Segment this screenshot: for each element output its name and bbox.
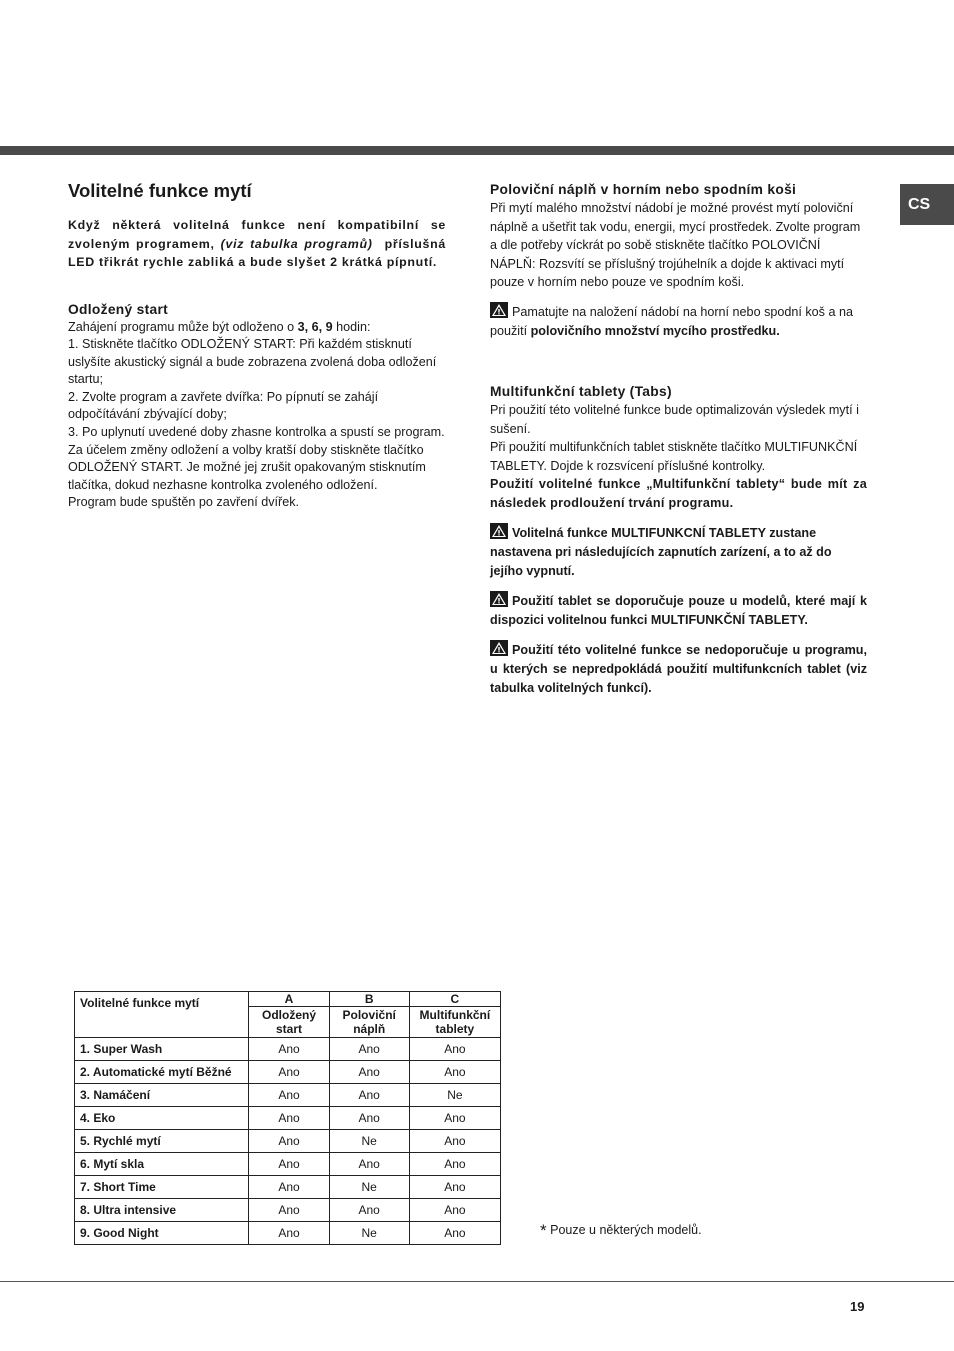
tabs-warning-2-text: Použití tablet se doporučuje pouze u modelů, které mají k dispozici volitelnou funkci MULTIFUNKČNÍ TABLETY. <box>490 594 867 628</box>
right-column <box>490 181 867 698</box>
page-number: 19 <box>850 1299 865 1314</box>
options-table <box>74 991 501 1245</box>
tabs-warning-3 <box>490 640 867 698</box>
cell-c: Ano <box>409 1130 500 1153</box>
cell-b: Ano <box>329 1199 409 1222</box>
intro-text-b: příslušná LED třikrát rychle zabliká a bude slyšet 2 krátká pípnutí. <box>68 236 446 269</box>
table-body <box>75 1038 501 1245</box>
cell-a: Ano <box>249 1199 329 1222</box>
cell-a: Ano <box>249 1084 329 1107</box>
cell-a: Ano <box>249 1130 329 1153</box>
program-name: 8. Ultra intensive <box>75 1199 249 1222</box>
tabs-title: Multifunkční tablety (Tabs) <box>490 383 672 399</box>
cell-b: Ano <box>329 1084 409 1107</box>
half-load-warning-b: polovičního množství mycího prostředku. <box>530 323 780 338</box>
half-load-paragraph: Při mytí malého množství nádobí je možné provést mytí poloviční náplně a ušetřit tak vodu, energii, mycí prostředek. Zvolte program a dle potřeby víckrát po sobě stiskněte tlačítko POLOVIČNÍ NÁPLŇ: Rozsvítí se příslušný trojúhelník a dojde k aktivaci mytí pouze v horním nebo pouze ve spodním koši. <box>490 201 861 290</box>
cell-a: Ano <box>249 1222 329 1245</box>
tabs-paragraph-1: Pri použití této volitelné funkce bude optimalizován výsledek mytí i sušení. <box>490 402 859 436</box>
warning-icon <box>490 523 508 539</box>
cell-c: Ano <box>409 1153 500 1176</box>
tabs-paragraph-3: Použití volitelné funkce „Multifunkční tablety“ bude mít za následek prodloužení trvání programu. <box>490 477 867 511</box>
delay-start-step1: 1. Stiskněte tlačítko ODLOŽENÝ START: Při každém stisknutí uslyšíte akustický signál a bude zobrazena zvolená doba odložení startu; <box>68 337 437 387</box>
delay-start-hours: 3, 6, 9 <box>297 319 333 334</box>
program-name: 5. Rychlé mytí <box>75 1130 249 1153</box>
footer-line <box>0 1281 954 1282</box>
cell-a: Ano <box>249 1061 329 1084</box>
cell-c: Ano <box>409 1061 500 1084</box>
table-row <box>75 1084 501 1107</box>
col-header-b: Poloviční náplň <box>329 1007 409 1038</box>
cell-b: Ano <box>329 1107 409 1130</box>
program-name: 6. Mytí skla <box>75 1153 249 1176</box>
tabs-warning-3-text: Použití této volitelné funkce se nedoporučuje u programu, u kterých se nepredpokládá použití multifunkcních tablet (viz tabulka volitelných funkcí). <box>490 643 867 696</box>
table-row <box>75 1061 501 1084</box>
cell-c: Ne <box>409 1084 500 1107</box>
program-name: 2. Automatické mytí Běžné <box>75 1061 249 1084</box>
program-name: 9. Good Night <box>75 1222 249 1245</box>
footnote-star: * <box>540 1221 547 1240</box>
table-corner: Volitelné funkce mytí <box>75 992 249 1038</box>
cell-a: Ano <box>249 1038 329 1061</box>
delay-start-step2: 2. Zvolte program a zavřete dvířka: Po pípnutí se zahájí odpočítávání zbývající doby; <box>68 389 379 422</box>
warning-icon <box>490 640 508 656</box>
cell-c: Ano <box>409 1107 500 1130</box>
col-header-a: Odložený start <box>249 1007 329 1038</box>
delay-start-step3: 3. Po uplynutí uvedené doby zhasne kontrolka a spustí se program. <box>68 425 445 440</box>
tabs-warning-1-text: Volitelná funkce MULTIFUNKCNÍ TABLETY zustane nastavena pri následujících zapnutích zarízení, a to až do jejího vypnutí. <box>490 526 832 579</box>
delay-start-p1 <box>68 319 446 337</box>
table-row <box>75 1038 501 1061</box>
intro-text-a: Když některá volitelná funkce není kompatibilní se zvoleným programem, <box>68 218 446 251</box>
delay-start-p1-a: Zahájení programu může být odloženo o <box>68 319 295 334</box>
program-name: 4. Eko <box>75 1107 249 1130</box>
table-row <box>75 1107 501 1130</box>
program-name: 7. Short Time <box>75 1176 249 1199</box>
col-letter-c: C <box>409 992 500 1007</box>
col-letter-b: B <box>329 992 409 1007</box>
cell-b: Ne <box>329 1130 409 1153</box>
table-row <box>75 1153 501 1176</box>
table-row <box>75 1199 501 1222</box>
delay-start-p1-b: hodin: <box>336 319 371 334</box>
cell-c: Ano <box>409 1176 500 1199</box>
cell-a: Ano <box>249 1176 329 1199</box>
table-row <box>75 1222 501 1245</box>
cell-b: Ne <box>329 1176 409 1199</box>
left-column <box>68 178 446 512</box>
program-name: 1. Super Wash <box>75 1038 249 1061</box>
delay-start-run: Program bude spuštěn po zavření dvířek. <box>68 495 300 510</box>
tabs-warning-2 <box>490 591 867 630</box>
cell-c: Ano <box>409 1199 500 1222</box>
cell-c: Ano <box>409 1222 500 1245</box>
tabs-paragraph-2: Při použití multifunkčních tablet stiskněte tlačítko MULTIFUNKČNÍ TABLETY. Dojde k rozsvícení příslušné kontrolky. <box>490 440 858 473</box>
footnote-text: Pouze u některých modelů. <box>550 1223 702 1237</box>
cell-b: Ano <box>329 1153 409 1176</box>
header-bar <box>0 146 954 155</box>
intro-reference: (viz tabulka programů) <box>220 236 373 251</box>
program-name: 3. Namáčení <box>75 1084 249 1107</box>
col-letter-a: A <box>249 992 329 1007</box>
cell-b: Ano <box>329 1038 409 1061</box>
cell-a: Ano <box>249 1107 329 1130</box>
warning-icon <box>490 591 508 607</box>
table-row <box>75 1176 501 1199</box>
cell-c: Ano <box>409 1038 500 1061</box>
language-tab: CS <box>900 184 954 225</box>
tabs-warning-1 <box>490 523 867 581</box>
table-row <box>75 1130 501 1153</box>
col-header-c: Multifunkční tablety <box>409 1007 500 1038</box>
table-header-letters <box>75 992 501 1007</box>
delay-start-title: Odložený start <box>68 301 169 317</box>
cell-b: Ano <box>329 1061 409 1084</box>
footnote <box>540 1221 702 1241</box>
delay-start-change: Za účelem změny odložení a volby kratší doby stiskněte tlačítko ODLOŽENÝ START. Je možné jej zrušit opakovaným stisknutím tlačítka, dokud nezhasne kontrolka zvoleného odložení. <box>68 442 426 492</box>
cell-a: Ano <box>249 1153 329 1176</box>
half-load-title: Poloviční náplň v horním nebo spodním koši <box>490 182 797 197</box>
intro-paragraph <box>68 216 446 272</box>
page-title: Volitelné funkce mytí <box>68 180 252 201</box>
half-load-warning-a: Pamatujte na naložení nádobí na horní nebo spodní koš a na použití <box>490 304 853 338</box>
warning-icon <box>490 302 508 318</box>
cell-b: Ne <box>329 1222 409 1245</box>
half-load-warning <box>490 302 867 341</box>
